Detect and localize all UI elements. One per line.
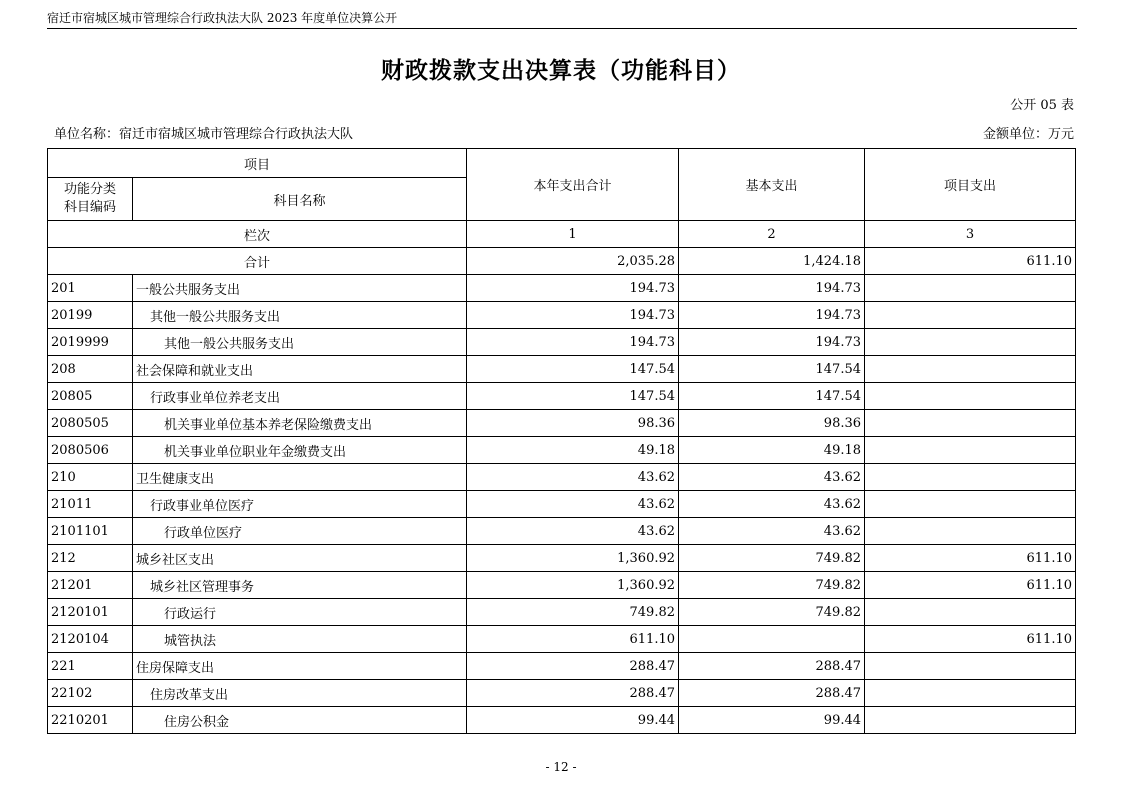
row-total: 43.62	[467, 464, 679, 491]
table-row	[48, 437, 1076, 464]
table-row	[48, 464, 1076, 491]
row-project	[865, 329, 1076, 356]
row-project: 611.10	[865, 626, 1076, 653]
row-name: 城乡社区管理事务	[133, 572, 467, 599]
row-basic: 749.82	[679, 545, 865, 572]
table-row	[48, 653, 1076, 680]
header-code: 功能分类 科目编码	[48, 178, 133, 221]
row-project	[865, 410, 1076, 437]
row-total: 194.73	[467, 275, 679, 302]
sum-label: 合计	[48, 248, 467, 275]
header-col3: 3	[865, 221, 1076, 248]
row-total: 99.44	[467, 707, 679, 734]
row-total: 43.62	[467, 491, 679, 518]
row-code: 20199	[48, 302, 133, 329]
row-project	[865, 275, 1076, 302]
row-code: 221	[48, 653, 133, 680]
row-total: 194.73	[467, 329, 679, 356]
row-total: 288.47	[467, 653, 679, 680]
row-basic: 99.44	[679, 707, 865, 734]
header-item: 项目	[48, 149, 467, 178]
row-code: 21011	[48, 491, 133, 518]
row-code: 2210201	[48, 707, 133, 734]
row-code: 22102	[48, 680, 133, 707]
row-code: 21201	[48, 572, 133, 599]
table-row	[48, 491, 1076, 518]
row-basic: 194.73	[679, 275, 865, 302]
row-project	[865, 464, 1076, 491]
row-code: 210	[48, 464, 133, 491]
table-row	[48, 383, 1076, 410]
row-basic: 43.62	[679, 464, 865, 491]
row-basic: 749.82	[679, 572, 865, 599]
row-code: 2101101	[48, 518, 133, 545]
row-name: 住房公积金	[133, 707, 467, 734]
table-row	[48, 626, 1076, 653]
row-total: 288.47	[467, 680, 679, 707]
row-project: 611.10	[865, 545, 1076, 572]
table-row	[48, 356, 1076, 383]
row-project	[865, 518, 1076, 545]
row-name: 城乡社区支出	[133, 545, 467, 572]
sum-basic: 1,424.18	[679, 248, 865, 275]
row-basic: 43.62	[679, 518, 865, 545]
row-name: 住房改革支出	[133, 680, 467, 707]
sum-project: 611.10	[865, 248, 1076, 275]
sum-total: 2,035.28	[467, 248, 679, 275]
header-project: 项目支出	[865, 149, 1076, 221]
header-col1: 1	[467, 221, 679, 248]
row-name: 机关事业单位职业年金缴费支出	[133, 437, 467, 464]
row-name: 行政事业单位医疗	[133, 491, 467, 518]
row-total: 98.36	[467, 410, 679, 437]
row-code: 2120101	[48, 599, 133, 626]
document-header: 宿迁市宿城区城市管理综合行政执法大队 2023 年度单位决算公开	[47, 8, 1077, 29]
row-basic: 194.73	[679, 302, 865, 329]
row-name: 社会保障和就业支出	[133, 356, 467, 383]
row-name: 行政事业单位养老支出	[133, 383, 467, 410]
row-basic: 288.47	[679, 653, 865, 680]
row-name: 其他一般公共服务支出	[133, 302, 467, 329]
money-unit: 金额单位：万元	[982, 127, 1074, 142]
row-name: 住房保障支出	[133, 653, 467, 680]
header-total: 本年支出合计	[467, 149, 679, 221]
header-col2: 2	[679, 221, 865, 248]
row-total: 194.73	[467, 302, 679, 329]
row-total: 611.10	[467, 626, 679, 653]
row-project	[865, 383, 1076, 410]
table-row	[48, 302, 1076, 329]
page-title: 财政拨款支出决算表（功能科目）	[381, 58, 741, 84]
row-project	[865, 707, 1076, 734]
row-code: 20805	[48, 383, 133, 410]
row-code: 2019999	[48, 329, 133, 356]
row-code: 2080506	[48, 437, 133, 464]
header-lanci: 栏次	[48, 221, 467, 248]
row-name: 行政运行	[133, 599, 467, 626]
row-code: 2080505	[48, 410, 133, 437]
form-number: 公开 05 表	[1010, 98, 1074, 113]
row-project	[865, 599, 1076, 626]
table-row	[48, 572, 1076, 599]
row-basic: 288.47	[679, 680, 865, 707]
row-code: 212	[48, 545, 133, 572]
row-basic: 43.62	[679, 491, 865, 518]
row-code: 208	[48, 356, 133, 383]
row-total: 43.62	[467, 518, 679, 545]
row-basic	[679, 626, 865, 653]
row-name: 机关事业单位基本养老保险缴费支出	[133, 410, 467, 437]
header-name: 科目名称	[133, 178, 467, 221]
header-basic: 基本支出	[679, 149, 865, 221]
unit-name: 单位名称：宿迁市宿城区城市管理综合行政执法大队	[54, 127, 354, 142]
row-name: 城管执法	[133, 626, 467, 653]
row-name: 一般公共服务支出	[133, 275, 467, 302]
row-basic: 194.73	[679, 329, 865, 356]
page-number: - 12 -	[545, 760, 577, 774]
table-row	[48, 707, 1076, 734]
row-project	[865, 680, 1076, 707]
row-project	[865, 491, 1076, 518]
row-name: 卫生健康支出	[133, 464, 467, 491]
table-row	[48, 680, 1076, 707]
table-row	[48, 599, 1076, 626]
row-basic: 749.82	[679, 599, 865, 626]
row-project	[865, 653, 1076, 680]
row-basic: 147.54	[679, 356, 865, 383]
row-project	[865, 302, 1076, 329]
row-basic: 147.54	[679, 383, 865, 410]
table-row	[48, 275, 1076, 302]
row-total: 749.82	[467, 599, 679, 626]
table-row	[48, 545, 1076, 572]
table-row	[48, 410, 1076, 437]
row-project	[865, 356, 1076, 383]
row-total: 147.54	[467, 383, 679, 410]
row-name: 其他一般公共服务支出	[133, 329, 467, 356]
row-total: 49.18	[467, 437, 679, 464]
row-code: 201	[48, 275, 133, 302]
row-name: 行政单位医疗	[133, 518, 467, 545]
row-total: 1,360.92	[467, 572, 679, 599]
row-project	[865, 437, 1076, 464]
row-code: 2120104	[48, 626, 133, 653]
row-basic: 98.36	[679, 410, 865, 437]
sum-row	[48, 248, 1076, 275]
table-row	[48, 518, 1076, 545]
row-total: 147.54	[467, 356, 679, 383]
row-project: 611.10	[865, 572, 1076, 599]
expenditure-table	[47, 148, 1076, 734]
row-total: 1,360.92	[467, 545, 679, 572]
row-basic: 49.18	[679, 437, 865, 464]
table-row	[48, 329, 1076, 356]
